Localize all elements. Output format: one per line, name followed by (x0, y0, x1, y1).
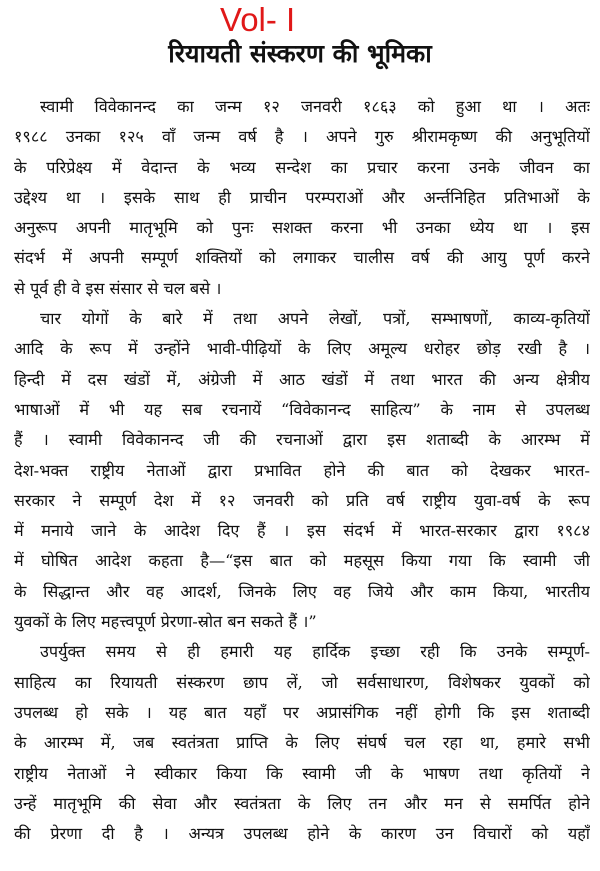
paragraph-2 (14, 304, 590, 637)
paragraph-3 (14, 637, 590, 849)
text-line: उपर्युक्त समय से ही हमारी यह हार्दिक इच्छा रही कि उनके सम्पूर्ण- (40, 642, 590, 662)
page-title: रियायती संस्करण की भूमिका (168, 39, 432, 68)
text-line: उद्देश्य था । इसके साथ ही प्राचीन परम्पराओं और अर्न्तनिहित प्रतिभाओं के (14, 187, 590, 207)
text-line: भाषाओं में भी यह सब रचनायें “विवेकानन्द साहित्य” के नाम से उपलब्ध (14, 399, 590, 419)
text-line: उन्हें मातृभूमि की सेवा और स्वतंत्रता के लिए तन और मन से समर्पित होने (14, 793, 590, 813)
text-line: युवकों के लिए महत्त्वपूर्ण प्रेरणा-स्रोत बन सकते हैं ।” (14, 612, 317, 632)
text-line: स्वामी विवेकानन्द का जन्म १२ जनवरी १८६३ को हुआ था । अतः (40, 97, 590, 116)
text-line: साहित्य का रियायती संस्करण छाप लें, जो सर्वसाधारण, विशेषकर युवकों को (14, 672, 590, 692)
text-line: की प्रेरणा दी है । अन्यत्र उपलब्ध होने के कारण उन विचारों को यहाँ (14, 824, 590, 844)
text-line: आदि के रूप में उन्होंने भावी-पीढ़ियों के लिए अमूल्य धरोहर छोड़ रखी है । (14, 339, 590, 359)
text-line: में घोषित आदेश कहता है—“इस बात को महसूस किया गया कि स्वामी जी (14, 551, 590, 571)
text-line: के आरम्भ में, जब स्वतंत्रता प्राप्ति के लिए संघर्ष चल रहा था, हमारे सभी (14, 733, 590, 753)
volume-label: Vol- I (220, 1, 296, 38)
paragraph-1 (14, 92, 590, 304)
text-line: देश-भक्त राष्ट्रीय नेताओं द्वारा प्रभावित होने की बात को देखकर भारत- (14, 460, 590, 480)
text-line: अनुरूप अपनी मातृभूमि को पुनः सशक्त करना भी उनका ध्येय था । इस (14, 218, 590, 238)
text-line: संदर्भ में अपनी सम्पूर्ण शक्तियों को लगाकर चालीस वर्ष की आयु पूर्ण करने (14, 248, 590, 268)
text-line: चार योगों के बारे में तथा अपने लेखों, पत्रों, सम्भाषणों, काव्य-कृतियों (40, 309, 590, 329)
text-line: हैं । स्वामी विवेकानन्द जी की रचनाओं द्वारा इस शताब्दी के आरम्भ में (14, 430, 590, 450)
text-line: के परिप्रेक्ष्य में वेदान्त के भव्य सन्देश का प्रचार करना उनके जीवन का (14, 157, 590, 177)
text-line: १९८८ उनका १२५ वाँ जन्म वर्ष है । अपने गुरु श्रीरामकृष्ण की अनुभूतियों (14, 127, 590, 147)
text-line: में मनाये जाने के आदेश दिए हैं । इस संदर्भ में भारत-सरकार द्वारा १९८४ (14, 521, 590, 541)
text-line: हिन्दी में दस खंडों में, अंग्रेजी में आठ खंडों में तथा भारत की अन्य क्षेत्रीय (14, 369, 590, 389)
document-body (14, 92, 590, 849)
text-line: सरकार ने सम्पूर्ण देश में १२ जनवरी को प्रति वर्ष राष्ट्रीय युवा-वर्ष के रूप (14, 490, 590, 510)
text-line: उपलब्ध हो सके । यह बात यहाँ पर अप्रासंगिक नहीं होगी कि इस शताब्दी (14, 702, 590, 722)
text-line: के सिद्धान्त और वह आदर्श, जिनके लिए वह जिये और काम किया, भारतीय (14, 581, 590, 601)
text-line: राष्ट्रीय नेताओं ने स्वीकार किया कि स्वामी जी के भाषण तथा कृतियों ने (14, 763, 590, 783)
text-line: से पूर्व ही वे इस संसार से चल बसे । (14, 278, 222, 298)
